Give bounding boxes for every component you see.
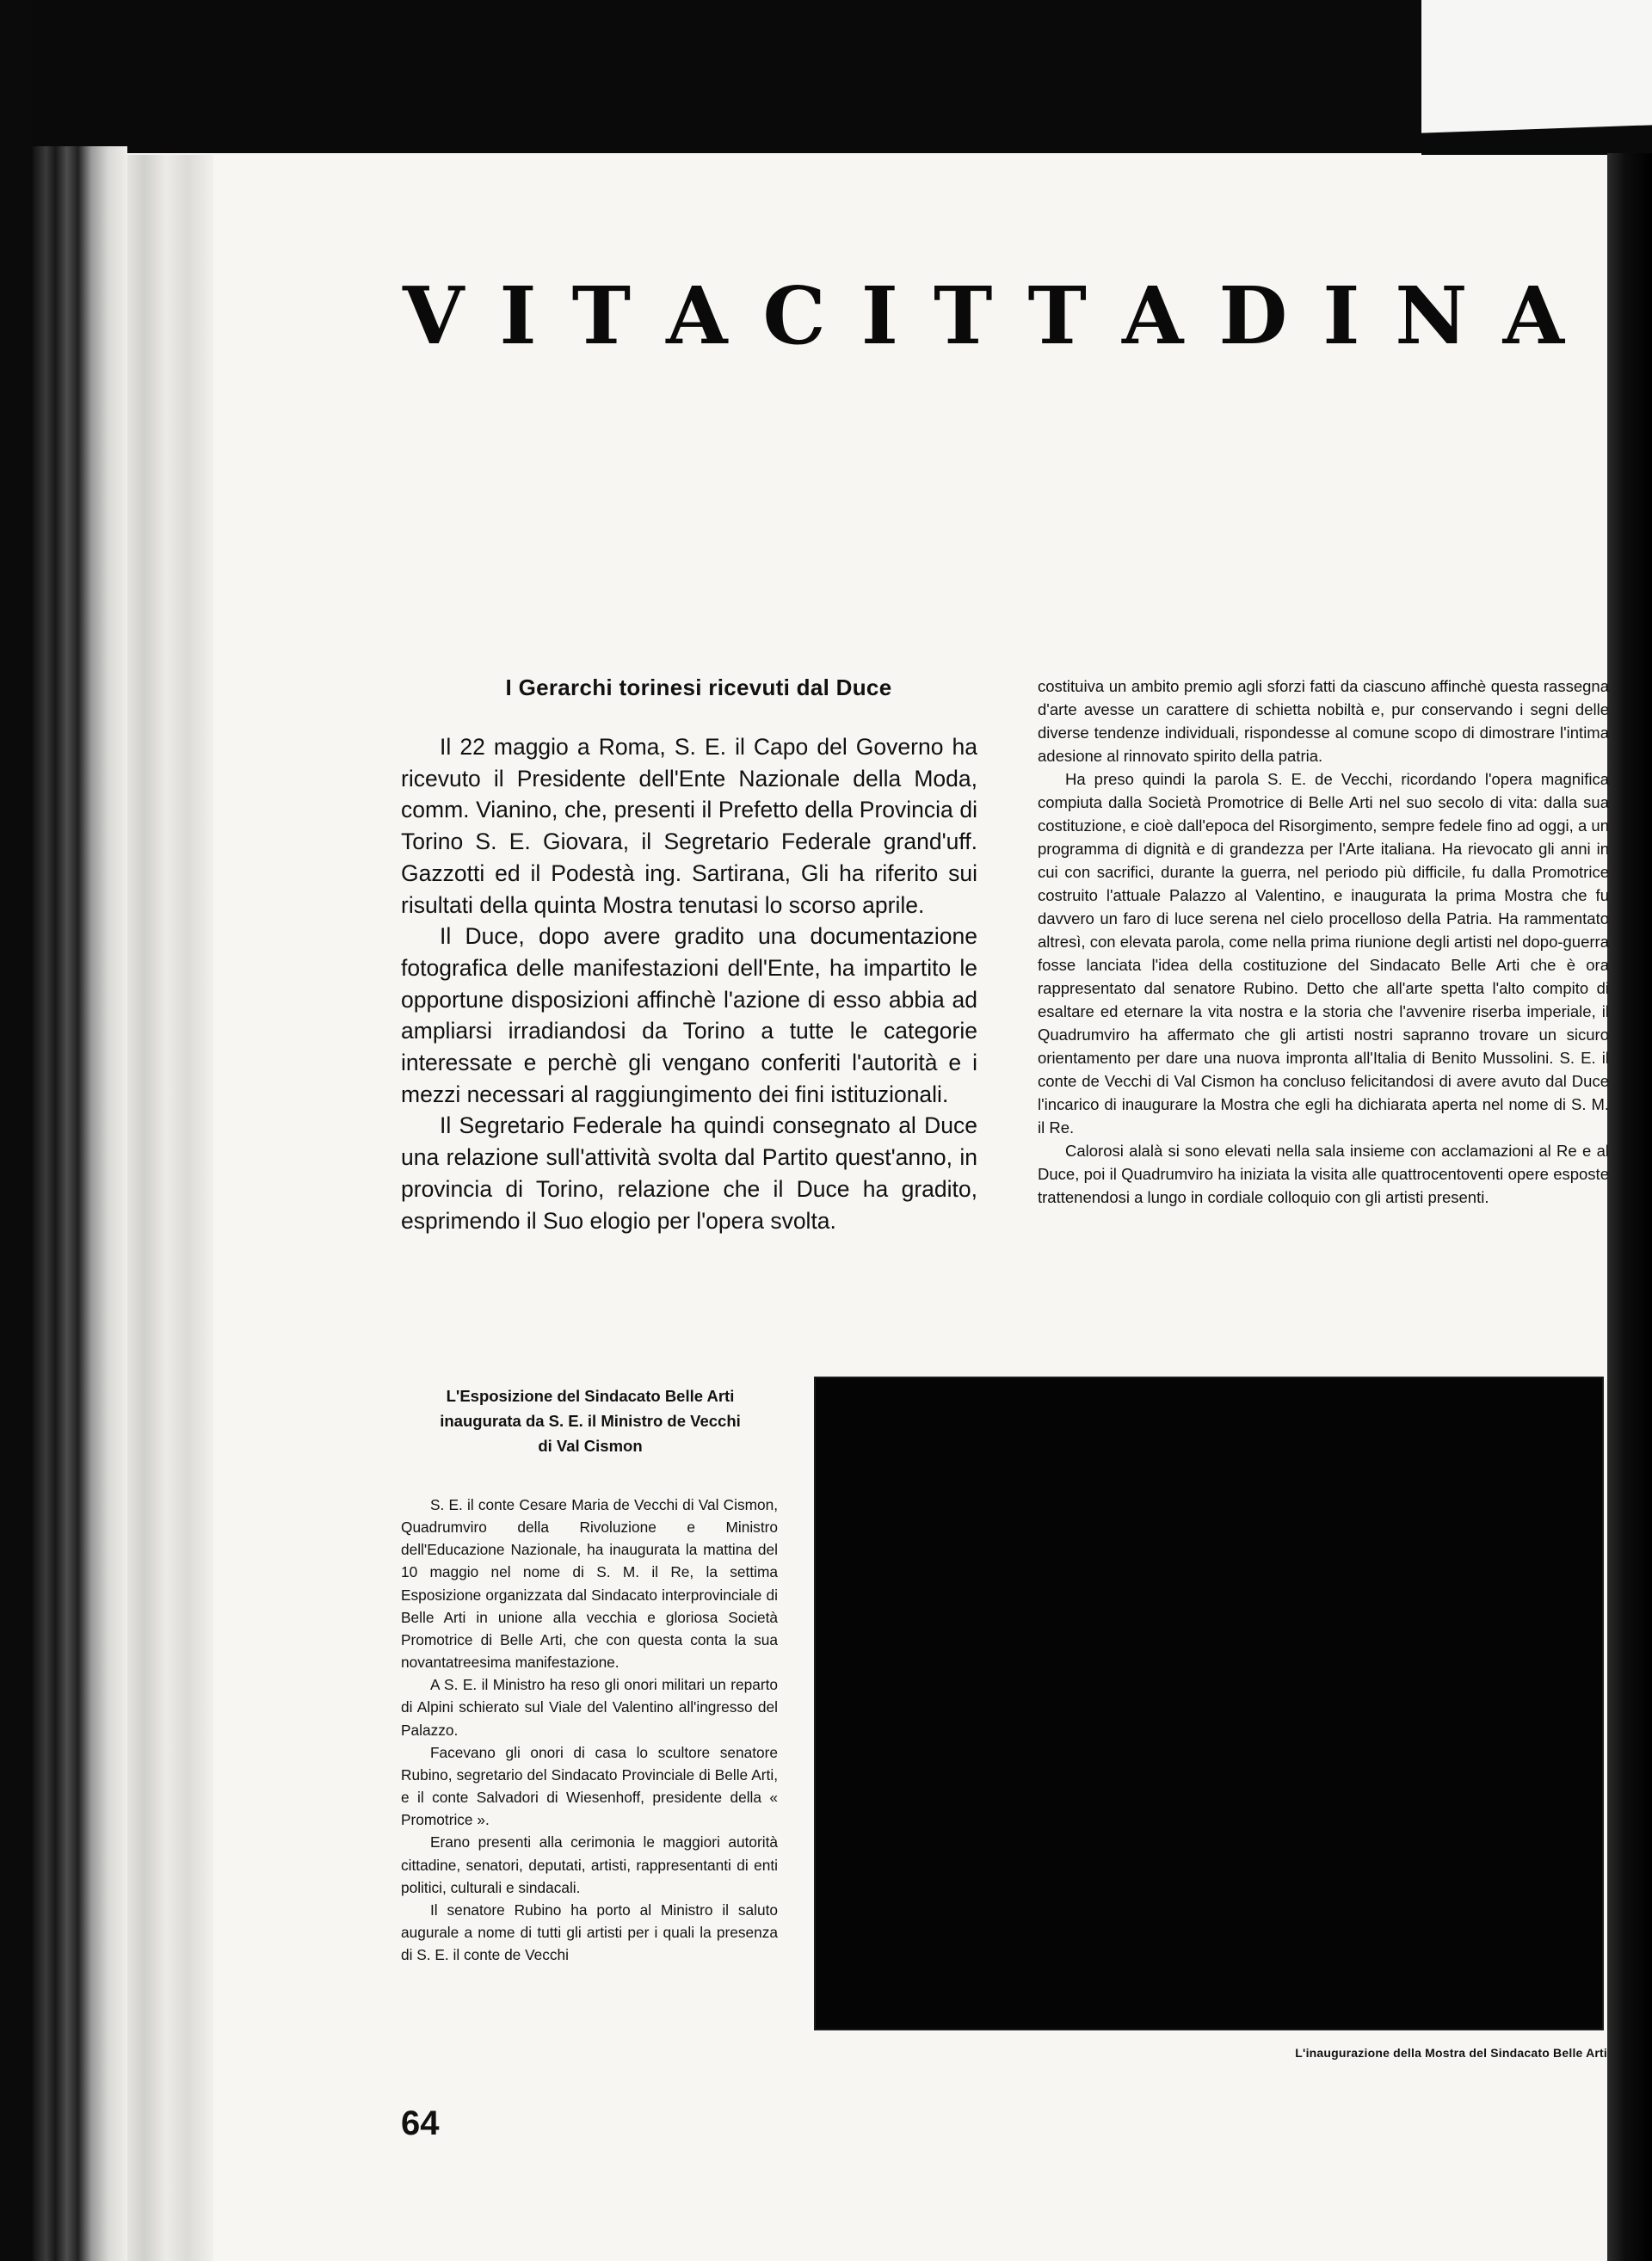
masthead-letter: C bbox=[762, 269, 826, 362]
article2-continued-paragraph: Ha preso quindi la parola S. E. de Vecchi, ricordando l'opera magnifica compiuta dalla Società Promotrice di Belle Arti nel suo secolo di vita: dalla sua costituzione, e cioè dall'epoca del Risorgimento, sempre fedele fino ad oggi, a un programma di dignità e di grandezza per l'Arte italiana. Ha rievocato gli anni in cui con sacrifici, durante la guerra, nel periodo più difficile, fu dalla Promotrice costruito l'attuale Palazzo al Valentino, e inaugurata la prima Mostra che fu davvero un faro di luce serena nel cielo procelloso della Patria. Ha rammentato altresì, con elevata parola, come nella prima riunione degli artisti nel dopo-guerra fosse lanciata l'idea della costituzione del Sindacato Belle Arti che è ora rappresentato dal senatore Rubino. Detto che all'arte spetta l'alto compito di esaltare ed eternare la vita nostra e la storia che l'avvenire riserba imperiale, il Quadrumviro ha affermato che gli artisti nostri sapranno trovare un sicuro orientamento per dare una nuova impronta all'Italia di Benito Mussolini. S. E. il conte de Vecchi di Val Cismon ha concluso felicitandosi di avere avuto dal Duce l'incarico di inaugurare la Mostra che egli ha dichiarata aperta nel nome di S. M. il Re. bbox=[1038, 770, 1609, 1137]
masthead-letter: I bbox=[499, 269, 537, 362]
masthead-letter: I bbox=[860, 269, 898, 362]
article1-body bbox=[401, 731, 977, 1236]
masthead-letter: T bbox=[933, 269, 993, 362]
article2-paragraph: Il senatore Rubino ha porto al Ministro il saluto augurale a nome di tutti gli artisti per i quali la presenza di S. E. il conte de Vecchi bbox=[401, 1901, 778, 1964]
article2-title-line: inaugurata da S. E. il Ministro de Vecchi bbox=[440, 1412, 741, 1430]
masthead-letter: I bbox=[1322, 269, 1360, 362]
article1-title: I Gerarchi torinesi ricevuti dal Duce bbox=[505, 675, 892, 700]
section-masthead bbox=[403, 268, 1564, 363]
scan-page-edges bbox=[127, 155, 213, 2261]
masthead-letter: D bbox=[1218, 269, 1288, 362]
masthead-letter: A bbox=[1122, 269, 1184, 362]
article2-paragraph: S. E. il conte Cesare Maria de Vecchi di Val Cismon, Quadrumviro della Rivoluzione e Ministro dell'Educazione Nazionale, ha inaugurata la mattina del 10 maggio nel nome di S. M. il Re, la settima Esposizione organizzata dal Sindacato interprovinciale di Belle Arti in unione alla vecchia e gloriosa Società Promotrice di Belle Arti, che con questa conta la sua novantatreesima manifestazione. bbox=[401, 1496, 778, 1672]
masthead-letter: N bbox=[1395, 269, 1468, 362]
article2-title bbox=[401, 1383, 780, 1458]
scan-border-right bbox=[1607, 153, 1652, 2261]
article2-paragraph: A S. E. il Ministro ha reso gli onori militari un reparto di Alpini schierato sul Viale del Valentino all'ingresso del Palazzo. bbox=[401, 1676, 778, 1739]
article2-title-line: L'Esposizione del Sindacato Belle Arti bbox=[446, 1387, 735, 1405]
masthead-letter: A bbox=[666, 269, 728, 362]
scan-border-top bbox=[0, 0, 1421, 153]
article2-paragraph: Erano presenti alla cerimonia le maggiori autorità cittadine, senatori, deputati, artisti, rappresentanti di enti politici, culturali e sindacali. bbox=[401, 1833, 778, 1896]
masthead-letter: T bbox=[1027, 269, 1087, 362]
masthead-letter: T bbox=[571, 269, 632, 362]
photo-caption: L'inaugurazione della Mostra del Sindacato Belle Arti bbox=[1295, 2046, 1607, 2060]
masthead-letter: A bbox=[1502, 269, 1564, 362]
article1-paragraph: Il Segretario Federale ha quindi consegnato al Duce una relazione sull'attività svolta dal Partito quest'anno, in provincia di Torino, relazione che il Duce ha gradito, esprimendo il Suo elogio per l'opera svolta. bbox=[401, 1112, 977, 1234]
article2-paragraph: Facevano gli onori di casa lo scultore senatore Rubino, segretario del Sindacato Provinciale di Belle Arti, e il conte Salvadori di Wiesenhoff, presidente della « Promotrice ». bbox=[401, 1743, 778, 1829]
masthead-letter: V bbox=[403, 269, 465, 362]
article1-paragraph: Il 22 maggio a Roma, S. E. il Capo del Governo ha ricevuto il Presidente dell'Ente Nazionale della Moda, comm. Vianino, che, presenti il Prefetto della Provincia di Torino S. E. Giovara, il Segretario Federale grand'uff. Gazzotti ed il Podestà ing. Sartirana, Gli ha riferito sui risultati della quinta Mostra tenutasi lo scorso aprile. bbox=[401, 734, 977, 918]
inauguration-photo bbox=[814, 1377, 1604, 2030]
article1-paragraph: Il Duce, dopo avere gradito una documentazione fotografica delle manifestazioni dell'Ente, ha impartito le opportune disposizioni affinchè l'azione di esso abbia ad ampliarsi irradiandosi da Torino a tutte le categorie interessate e perchè gli vengano conferiti l'autorità e i mezzi necessari al raggiungimento dei fini istituzionali. bbox=[401, 923, 977, 1107]
scan-border-left bbox=[0, 0, 33, 2261]
scan-binding-shadow bbox=[33, 146, 127, 2261]
article2-continuation-column bbox=[1038, 675, 1609, 1209]
article2-body bbox=[401, 1494, 778, 1966]
article2-continued-paragraph: costituiva un ambito premio agli sforzi fatti da ciascuno affinchè questa rassegna d'arte avesse un carattere di schietta nobiltà e, pur conservando i segni delle diverse tendenze individuali, rispondesse al comune scopo di dimostrare l'intima adesione al rinnovato spirito della patria. bbox=[1038, 677, 1609, 765]
article2-title-line: di Val Cismon bbox=[538, 1437, 643, 1455]
page-number: 64 bbox=[401, 2104, 440, 2142]
article2-continued-paragraph: Calorosi alalà si sono elevati nella sala insieme con acclamazioni al Re e al Duce, poi il Quadrumviro ha iniziata la visita alle quattrocentoventi opere esposte trattenendosi a lungo in cordiale colloquio con gli artisti presenti. bbox=[1038, 1142, 1609, 1206]
